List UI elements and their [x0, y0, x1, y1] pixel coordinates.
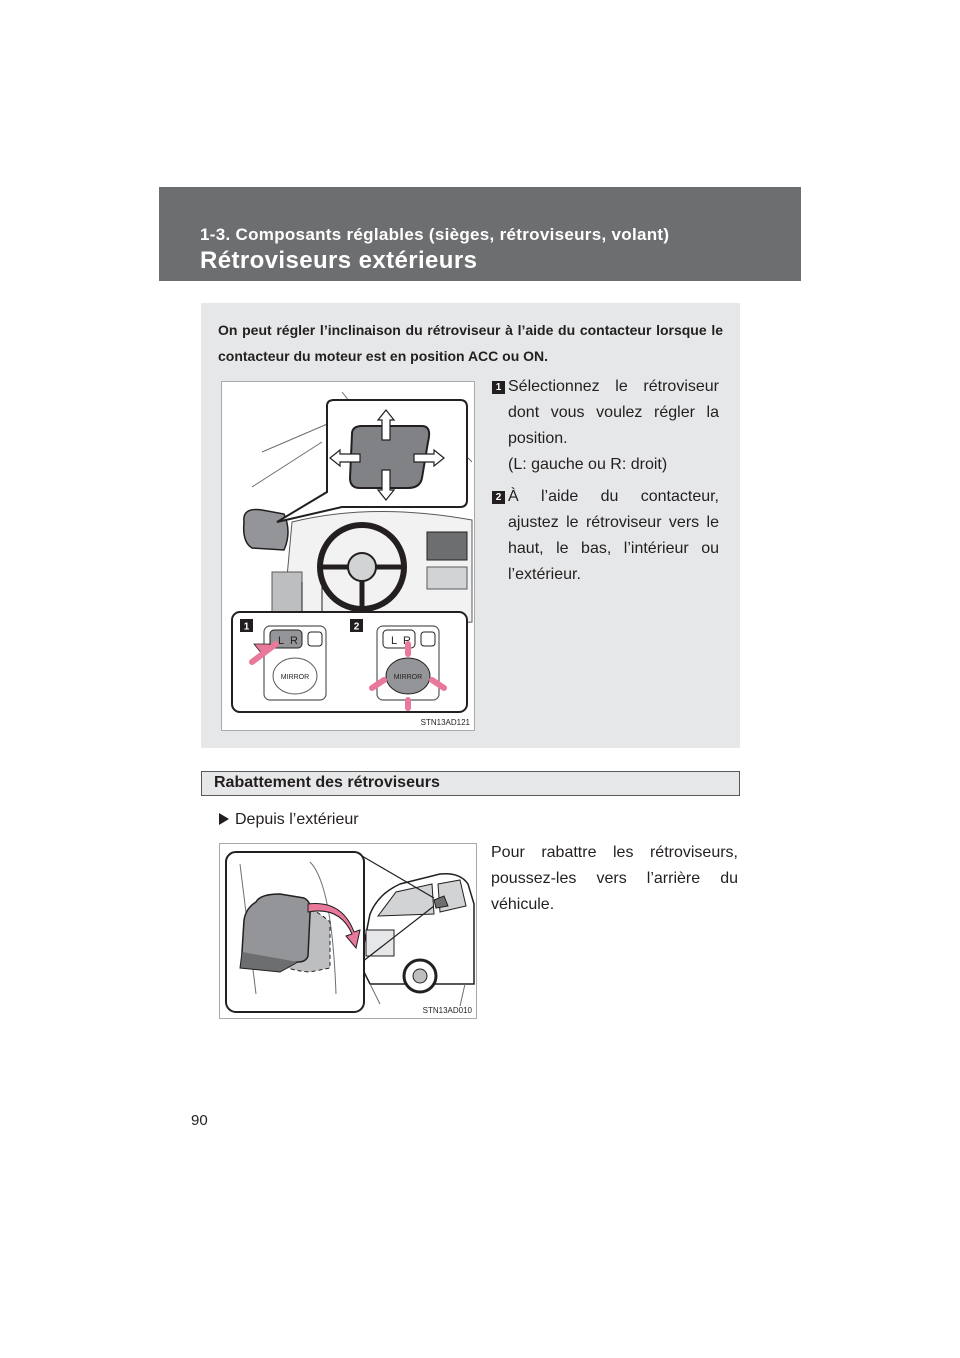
section-title: Rabattement des rétroviseurs: [214, 774, 440, 791]
steps-list: [491, 374, 719, 594]
step-text-line: Sélectionnez le rétroviseur: [508, 378, 719, 395]
figure-code: STN13AD010: [422, 1006, 472, 1015]
svg-text:L: L: [391, 635, 398, 647]
bullet-item: [219, 811, 359, 829]
svg-text:R: R: [290, 635, 298, 647]
step-item: [491, 484, 719, 588]
step-text-line: haut, le bas, l’intérieur ou: [508, 540, 719, 557]
triangle-bullet-icon: [219, 813, 229, 825]
fold-text-line: poussez-les vers l’arrière du: [491, 870, 738, 887]
page-number: 90: [191, 1112, 208, 1129]
chapter-header: [159, 187, 801, 281]
svg-text:MIRROR: MIRROR: [280, 674, 310, 681]
dashboard-drawing: [222, 382, 474, 730]
step-number: 2: [492, 491, 505, 504]
mirror-switch-illustration: [221, 381, 475, 731]
intro-text: On peut régler l’inclinaison du rétroviseur à l’aide du contacteur lorsque le contacteur du moteur est en position ACC ou ON.: [218, 322, 723, 364]
svg-text:MIRROR: MIRROR: [393, 674, 423, 681]
bullet-text: Depuis l’extérieur: [235, 811, 359, 828]
step-text-line: l’extérieur.: [508, 566, 581, 583]
step-text-line: (L: gauche ou R: droit): [508, 456, 668, 473]
svg-text:R: R: [403, 635, 411, 647]
fold-text-line: véhicule.: [491, 896, 555, 913]
step-text-line: dont vous voulez régler la: [508, 404, 719, 421]
step-text-line: À l’aide du contacteur,: [508, 488, 719, 505]
step-item: [491, 374, 719, 478]
step-text-line: ajustez le rétroviseur vers le: [508, 514, 719, 531]
section-heading: [201, 771, 740, 796]
mirror-fold-illustration: [219, 843, 477, 1019]
mirror-adjust-box: [201, 303, 740, 748]
figure-code: STN13AD121: [420, 718, 470, 727]
svg-text:2: 2: [353, 621, 360, 633]
step-number: 1: [492, 381, 505, 394]
chapter-subtitle: 1-3. Composants réglables (sièges, rétroviseurs, volant): [200, 225, 670, 244]
vehicle-drawing: [220, 844, 476, 1018]
svg-text:1: 1: [243, 621, 250, 633]
svg-text:L: L: [278, 635, 285, 647]
fold-instructions: [491, 840, 738, 918]
page-title: Rétroviseurs extérieurs: [200, 247, 478, 274]
step-text-line: position.: [508, 430, 568, 447]
fold-text-line: Pour rabattre les rétroviseurs,: [491, 844, 738, 861]
